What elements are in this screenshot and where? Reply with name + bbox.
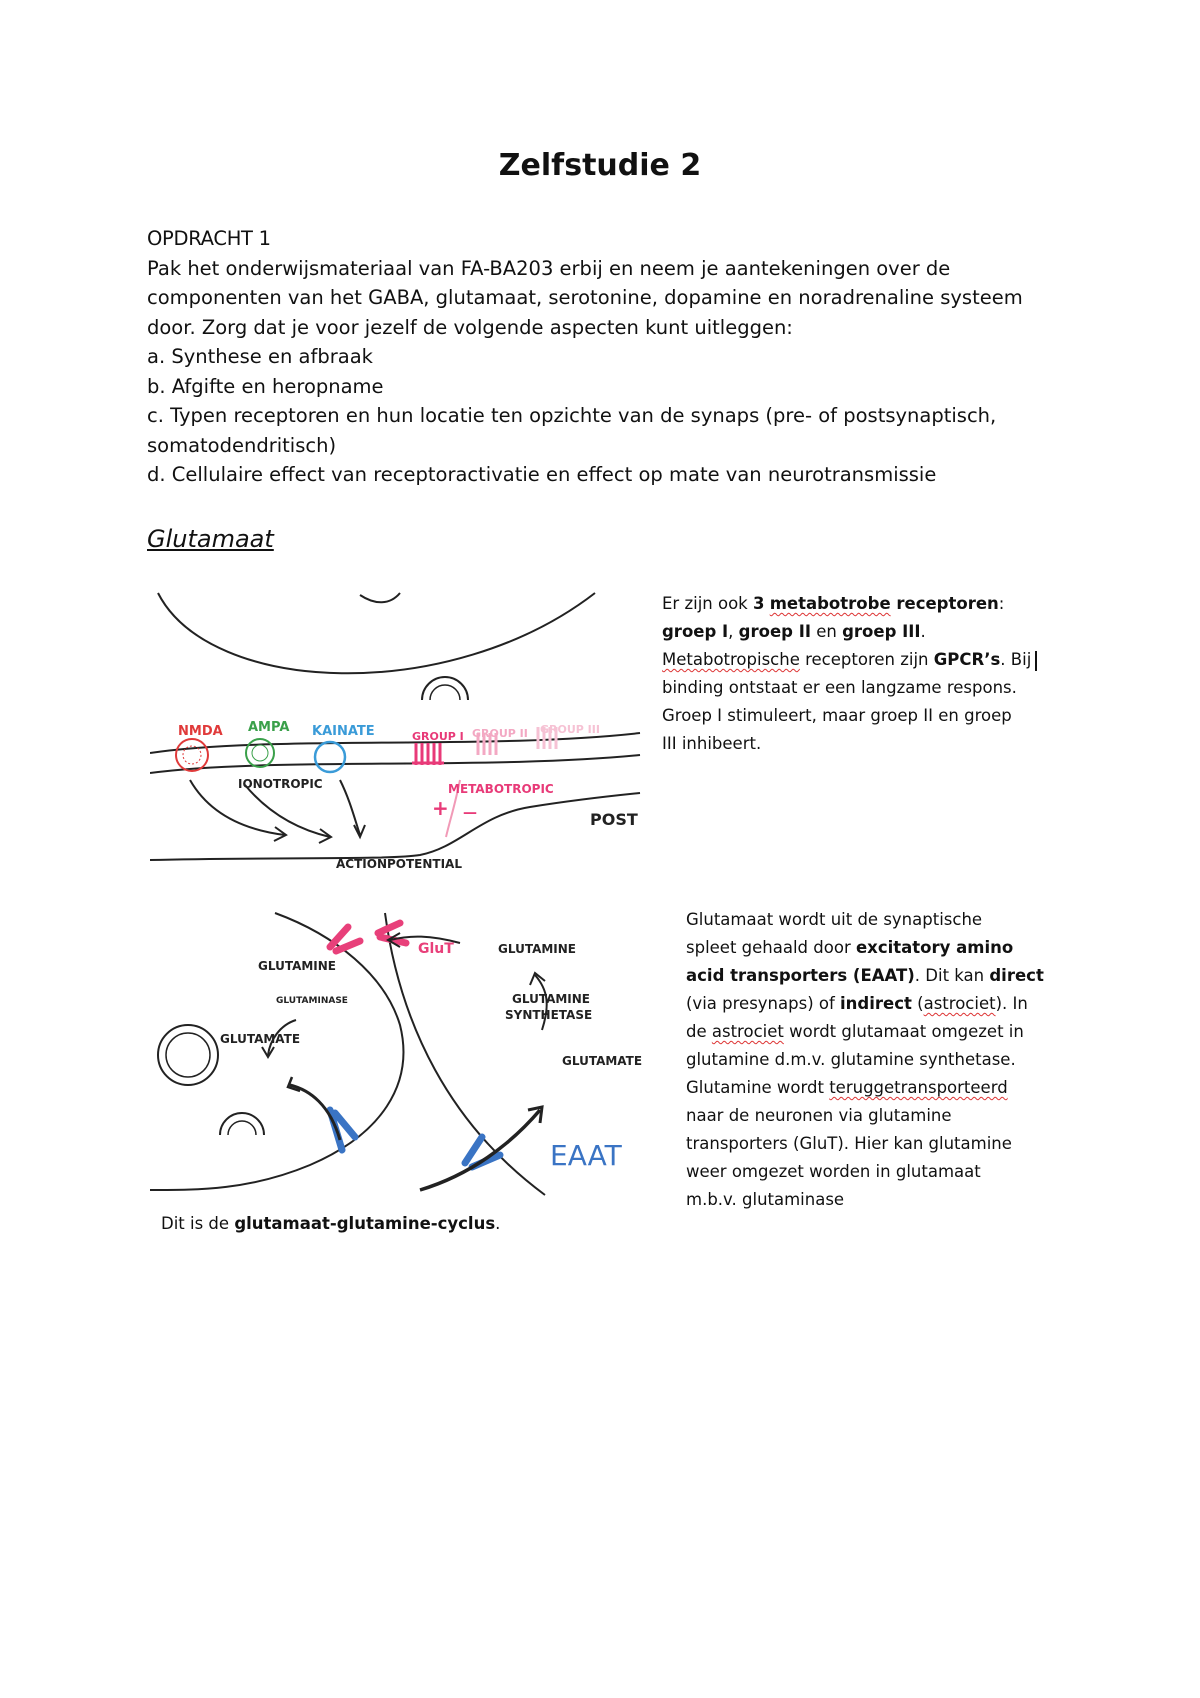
text-span: . — [495, 1214, 501, 1233]
text-span: glutamaat-glutamine-cyclus — [234, 1214, 496, 1233]
ionotropic-label: IONOTROPIC — [238, 777, 323, 791]
group2-label: GROUP II — [472, 727, 528, 740]
text-span: Er zijn ook — [662, 594, 753, 613]
presynaptic-neuron — [150, 913, 403, 1190]
text-span: . Bij — [1000, 650, 1032, 669]
text-span: excitatory amino — [855, 938, 1014, 957]
text-span: astrociet — [711, 1022, 784, 1041]
figure-caption — [161, 1214, 500, 1233]
ampa-receptor — [246, 739, 274, 767]
assignment-line: somatodendritisch) — [147, 433, 337, 457]
text-span: receptoren zijn — [799, 650, 934, 669]
presynaptic-membrane — [158, 593, 595, 673]
text-line: glutamine d.m.v. glutamine synthetase. — [686, 1050, 1016, 1069]
synthetase-label-1: GLUTAMINE — [512, 992, 590, 1006]
text-span: direct — [989, 966, 1044, 985]
eaat-explanation — [686, 906, 1044, 1214]
glutamine-right-label: GLUTAMINE — [498, 942, 576, 956]
vesicle — [158, 1025, 218, 1085]
text-span: groep I — [662, 622, 729, 641]
text-span: metabotrobe — [769, 594, 891, 613]
text-line: weer omgezet worden in glutamaat — [686, 1162, 981, 1181]
text-span: teruggetransporteerd — [829, 1078, 1008, 1097]
text-span: Metabotropische — [662, 650, 800, 669]
nmda-receptor — [176, 739, 208, 771]
text-span: indirect — [840, 994, 912, 1013]
assignment-line: componenten van het GABA, glutamaat, serotonine, dopamine en noradrenaline systeem — [147, 286, 1023, 309]
vesicle — [422, 677, 468, 700]
text-span: groep II — [738, 622, 811, 641]
text-span: ). In — [995, 994, 1028, 1013]
assignment-line: door. Zorg dat je voor jezelf de volgende aspecten kunt uitleggen: — [147, 315, 793, 339]
group1-receptor — [412, 743, 444, 765]
glutamate-glutamine-cycle-figure — [150, 905, 670, 1205]
text-line: III inhibeert. — [662, 734, 762, 753]
text-span: Dit is de — [161, 1214, 235, 1233]
text-span: groep III — [842, 622, 921, 641]
glutamine-left-label: GLUTAMINE — [258, 959, 336, 973]
text-span: en — [810, 622, 843, 641]
group1-label: GROUP I — [412, 730, 464, 743]
text-span: wordt glutamaat omgezet in — [783, 1022, 1024, 1041]
text-span: ( — [911, 994, 924, 1013]
assignment-item-d: d. Cellulaire effect van receptoractivatie en effect op mate van neurotransmissie — [147, 463, 937, 486]
glutamate-right-label: GLUTAMATE — [562, 1054, 643, 1068]
glut-label: GluT — [418, 941, 454, 957]
glutamate-left-label: GLUTAMATE — [220, 1032, 301, 1046]
kainate-label: KAINATE — [312, 724, 375, 739]
text-span: . — [920, 622, 926, 641]
text-line: naar de neuronen via glutamine — [686, 1106, 952, 1125]
metabotropic-explanation — [662, 590, 1037, 758]
text-cursor — [1035, 651, 1037, 671]
text-span: de — [686, 1022, 712, 1041]
metabotropic-label: METABOTROPIC — [448, 782, 554, 796]
text-span: : — [998, 594, 1005, 613]
eaat-label: EAAT — [550, 1139, 622, 1172]
text-span: GPCR’s — [933, 650, 1001, 669]
plus-sign: + — [432, 796, 449, 820]
kainate-receptor — [315, 742, 345, 772]
action-potential-label: ACTIONPOTENTIAL — [336, 857, 462, 871]
glutaminase-label: GLUTAMINASE — [276, 996, 348, 1006]
group3-label: GROUP III — [540, 723, 600, 736]
text-span: 3 — [752, 594, 765, 613]
page-title: Zelfstudie 2 — [498, 148, 702, 183]
ampa-label: AMPA — [248, 720, 290, 735]
text-span: astrociet — [923, 994, 996, 1013]
text-span: acid transporters (EAAT) — [686, 966, 915, 985]
text-line: transporters (GluT). Hier kan glutamine — [686, 1134, 1012, 1153]
text-span: spleet gehaald door — [686, 938, 856, 957]
post-label: POST — [590, 810, 638, 829]
assignment-block — [147, 224, 1067, 490]
assignment-item-c: c. Typen receptoren en hun locatie ten opzichte van de synaps (pre- of postsynaptisch, — [147, 404, 997, 427]
postsynaptic-membrane — [150, 733, 640, 753]
glutamate-receptor-figure — [150, 585, 650, 885]
assignment-line: Pak het onderwijsmateriaal van FA-BA203 erbij en neem je aantekeningen over de — [147, 256, 951, 280]
text-span: (via presynaps) of — [686, 994, 841, 1013]
text-line: m.b.v. glutaminase — [686, 1190, 845, 1209]
nmda-label: NMDA — [178, 724, 223, 739]
section-title-glutamaat: Glutamaat — [147, 525, 274, 553]
synthetase-label-2: SYNTHETASE — [505, 1008, 593, 1022]
text-span: . Dit kan — [914, 966, 990, 985]
eaat-transporter — [330, 1110, 500, 1167]
assignment-item-b: b. Afgifte en heropname — [147, 374, 384, 398]
text-span: , — [728, 622, 739, 641]
minus-sign: — — [463, 805, 477, 821]
text-line: Glutamaat wordt uit de synaptische — [686, 910, 983, 929]
text-line: binding ontstaat er een langzame respons. — [662, 678, 1017, 697]
text-span: Glutamine wordt — [686, 1078, 830, 1097]
assignment-item-a: a. Synthese en afbraak — [147, 345, 373, 368]
assignment-heading: OPDRACHT 1 — [147, 227, 271, 250]
text-line: Groep I stimuleert, maar groep II en groep — [662, 706, 1012, 725]
text-span: receptoren — [890, 594, 999, 613]
